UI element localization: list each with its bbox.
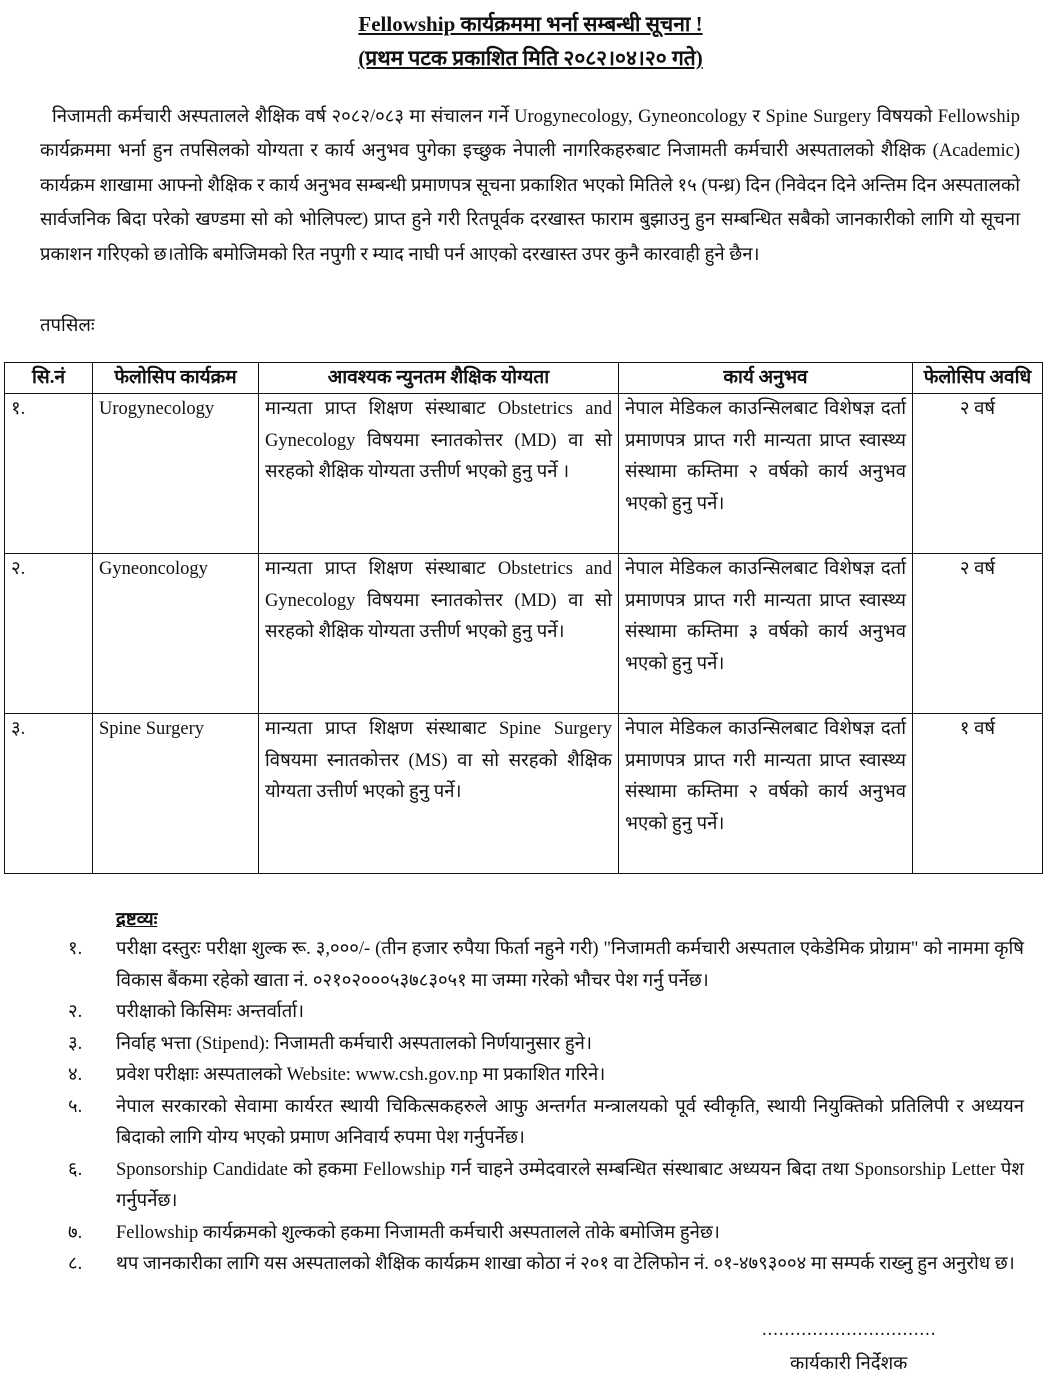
col-header-experience: कार्य अनुभव — [619, 363, 913, 394]
note-text: प्रवेश परीक्षाः अस्पतालको Website: www.csh.gov.np मा प्रकाशित गरिने। — [116, 1065, 606, 1085]
note-text: नेपाल सरकारको सेवामा कार्यरत स्थायी चिकित्सकहरुले आफु अन्तर्गत मन्त्रालयको पूर्व स्वीकृति, स्थायी नियुक्तिको प्रतिलिपी र अध्ययन बिदाको लागि योग्य भएको प्रमाण अनिवार्य रुपमा पेश गर्नुपर्नेछ। — [116, 1096, 1024, 1148]
col-header-qualification: आवश्यक न्युनतम शैक्षिक योग्यता — [259, 363, 619, 394]
col-header-program: फेलोसिप कार्यक्रम — [93, 363, 259, 394]
cell-program: Gyneoncology — [93, 554, 259, 714]
intro-paragraph: निजामती कर्मचारी अस्पतालले शैक्षिक वर्ष २०८२/०८३ मा संचालन गर्ने Urogynecology, Gyneoncology र Spine Surgery विषयको Fellowship कार्यक्रममा भर्ना हुन तपसिलको योग्यता र कार्य अनुभव पुगेका इच्छुक नेपाली नागरिकहरुबाट निजामती कर्मचारी अस्पतालको शैक्षिक (Academic) कार्यक्रम शाखामा आफ्नो शैक्षिक र कार्य अनुभव सम्बन्धी प्रमाणपत्र सूचना प्रकाशित भएको मितिले १५ (पन्ध्र) दिन (निवेदन दिने अन्तिम दिन अस्पतालको सार्वजनिक बिदा परेको खण्डमा सो को भोलिपल्ट) प्राप्त हुने गरी रितपूर्वक दरखास्त फाराम बुझाउनु हुन सम्बन्धित सबैको जानकारीको लागि यो सूचना प्रकाशन गरिएको छ।तोकि बमोजिमको रित नपुगी र म्याद नाघी पर्न आएको दरखास्त उपर कुनै कारवाही हुने छैन। — [40, 107, 1020, 265]
note-number: ४. — [68, 1065, 83, 1085]
cell-experience: नेपाल मेडिकल काउन्सिलबाट विशेषज्ञ दर्ता प्रमाणपत्र प्राप्त गरी मान्यता प्राप्त स्वास्थ्य संस्थामा कम्तिमा २ वर्षको कार्य अनुभव भएको हुनु पर्ने। — [619, 394, 913, 554]
note-number: ७. — [68, 1222, 83, 1243]
note-item — [68, 934, 1024, 997]
note-number: ६. — [68, 1159, 83, 1180]
note-item — [68, 1218, 1024, 1250]
signature-line: ............................... — [762, 1320, 937, 1340]
cell-qualification: मान्यता प्राप्त शिक्षण संस्थाबाट Obstetrics and Gynecology विषयमा स्नातकोत्तर (MD) वा सो सरहको शैक्षिक योग्यता उत्तीर्ण भएको हुनु पर्ने। — [259, 554, 619, 714]
note-text: Sponsorship Candidate को हकमा Fellowship गर्न चाहने उम्मेदवारले सम्बन्धित संस्थाबाट अध्ययन बिदा तथा Sponsorship Letter पेश गर्नुपर्नेछ। — [116, 1159, 1024, 1211]
note-item — [68, 1029, 1024, 1061]
table-row — [5, 394, 1043, 554]
cell-duration: १ वर्ष — [913, 714, 1043, 874]
cell-experience: नेपाल मेडिकल काउन्सिलबाट विशेषज्ञ दर्ता प्रमाणपत्र प्राप्त गरी मान्यता प्राप्त स्वास्थ्य संस्थामा कम्तिमा २ वर्षको कार्य अनुभव भएको हुनु पर्ने। — [619, 714, 913, 874]
cell-program: Urogynecology — [93, 394, 259, 554]
cell-sn: २. — [5, 554, 93, 714]
note-number: ५. — [68, 1096, 83, 1117]
note-text: परीक्षाको किसिमः अन्तर्वार्ता। — [116, 1002, 305, 1022]
note-text: थप जानकारीका लागि यस अस्पतालको शैक्षिक कार्यक्रम शाखा कोठा नं २०१ वा टेलिफोन नं. ०१-४७९३००४ मा सम्पर्क राख्नु हुन अनुरोध छ। — [116, 1254, 1015, 1274]
fellowship-table — [4, 362, 1043, 874]
note-number: २. — [68, 1002, 83, 1022]
signature-title: कार्यकारी निर्देशक — [790, 1354, 908, 1374]
note-number: १. — [68, 939, 83, 959]
notice-subtitle: (प्रथम पटक प्रकाशित मिति २०८२।०४।२० गते) — [358, 46, 703, 70]
cell-qualification: मान्यता प्राप्त शिक्षण संस्थाबाट Spine Surgery विषयमा स्नातकोत्तर (MS) वा सो सरहको शैक्षिक योग्यता उत्तीर्ण भएको हुनु पर्ने। — [259, 714, 619, 874]
cell-sn: ३. — [5, 714, 93, 874]
note-text: Fellowship कार्यक्रमको शुल्कको हकमा निजामती कर्मचारी अस्पतालले तोके बमोजिम हुनेछ। — [116, 1222, 720, 1243]
note-item — [68, 1155, 1024, 1218]
table-row — [5, 714, 1043, 874]
notice-title: Fellowship कार्यक्रममा भर्ना सम्बन्धी सूचना ! — [358, 12, 703, 36]
note-text: परीक्षा दस्तुरः परीक्षा शुल्क रू. ३,०००/- (तीन हजार रुपैया फिर्ता नहुने गरी) "निजामती कर्मचारी अस्पताल एकेडेमिक प्रोग्राम" को नाममा कृषि विकास बैंकमा रहेको खाता नं. ०२१०२०००५३७८३०५१ मा जम्मा गरेको भौचर पेश गर्नु पर्नेछ। — [116, 939, 1024, 991]
note-number: ३. — [68, 1033, 83, 1054]
note-item — [68, 1249, 1024, 1281]
col-header-duration: फेलोसिप अवधि — [913, 363, 1043, 394]
note-text: निर्वाह भत्ता (Stipend): निजामती कर्मचारी अस्पतालको निर्णयानुसार हुने। — [116, 1033, 592, 1054]
cell-qualification: मान्यता प्राप्त शिक्षण संस्थाबाट Obstetrics and Gynecology विषयमा स्नातकोत्तर (MD) वा सो सरहको शैक्षिक योग्यता उत्तीर्ण भएको हुनु पर्ने । — [259, 394, 619, 554]
cell-sn: १. — [5, 394, 93, 554]
cell-duration: २ वर्ष — [913, 394, 1043, 554]
cell-program: Spine Surgery — [93, 714, 259, 874]
note-number: ८. — [68, 1254, 83, 1274]
col-header-sn: सि.नं — [5, 363, 93, 394]
note-item — [68, 1060, 1024, 1092]
cell-experience: नेपाल मेडिकल काउन्सिलबाट विशेषज्ञ दर्ता प्रमाणपत्र प्राप्त गरी मान्यता प्राप्त स्वास्थ्य संस्थामा कम्तिमा ३ वर्षको कार्य अनुभव भएको हुनु पर्ने। — [619, 554, 913, 714]
table-row — [5, 554, 1043, 714]
cell-duration: २ वर्ष — [913, 554, 1043, 714]
note-item — [68, 1092, 1024, 1155]
note-item — [68, 997, 1024, 1029]
tapasil-label: तपसिलः — [40, 316, 95, 336]
notes-heading: द्रष्टव्यः — [116, 910, 158, 930]
notes-list — [68, 934, 1024, 1281]
table-header-row — [5, 363, 1043, 394]
